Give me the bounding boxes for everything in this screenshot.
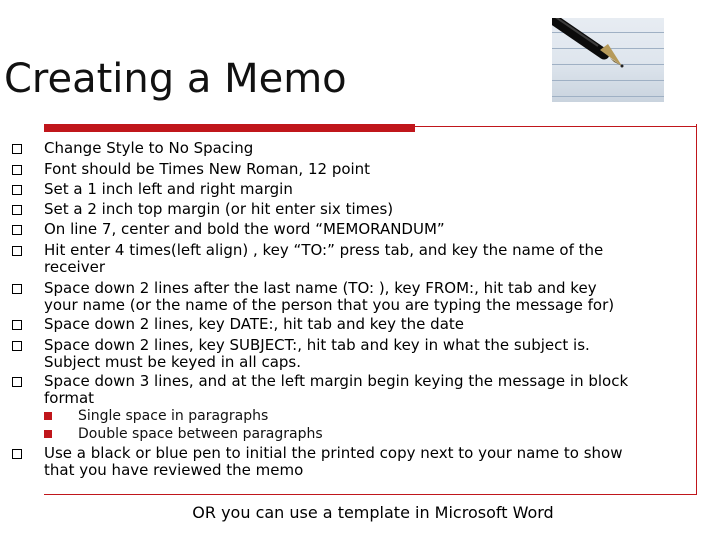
list-item: [44, 201, 714, 218]
sub-list-item: Single space in paragraphs: [78, 408, 269, 424]
list-item: [44, 280, 714, 314]
list-item-text: Subject must be keyed in all caps.: [44, 353, 301, 371]
list-item-text: format: [44, 389, 95, 407]
list-item-text: Space down 2 lines, key SUBJECT:, hit tab and key in what the subject is.: [44, 336, 590, 354]
list-item-text: receiver: [44, 258, 105, 276]
hollow-square-icon: [12, 205, 22, 215]
sub-list-item: Double space between paragraphs: [78, 426, 323, 442]
hollow-square-icon: [12, 185, 22, 195]
list-item: [44, 445, 714, 479]
list-item: [44, 242, 714, 276]
list-item-text: Set a 1 inch left and right margin: [44, 180, 293, 198]
hollow-square-icon: [12, 144, 22, 154]
list-item: [44, 373, 714, 407]
list-item-text: your name (or the name of the person that you are typing the message for): [44, 296, 615, 314]
hollow-square-icon: [12, 165, 22, 175]
list-item: [44, 221, 714, 238]
list-item-text: Space down 3 lines, and at the left margin begin keying the message in block: [44, 372, 629, 390]
hollow-square-icon: [12, 284, 22, 294]
hollow-square-icon: [12, 449, 22, 459]
list-item-text: Hit enter 4 times(left align) , key “TO:” press tab, and key the name of the: [44, 241, 604, 259]
hollow-square-icon: [12, 320, 22, 330]
slide-title: Creating a Memo: [4, 56, 347, 102]
filled-square-icon: [44, 412, 52, 420]
list-item-text: Change Style to No Spacing: [44, 139, 254, 157]
list-item-text: Font should be Times New Roman, 12 point: [44, 160, 371, 178]
footer-note: OR you can use a template in Microsoft Word: [192, 503, 554, 522]
list-item: [44, 181, 714, 198]
list-item: [44, 161, 714, 178]
list-item-text: that you have reviewed the memo: [44, 461, 304, 479]
filled-square-icon: [44, 430, 52, 438]
list-item-text: Space down 2 lines, key DATE:, hit tab and key the date: [44, 315, 464, 333]
list-item-text: Set a 2 inch top margin (or hit enter six times): [44, 200, 394, 218]
hollow-square-icon: [12, 225, 22, 235]
hollow-square-icon: [12, 246, 22, 256]
list-item-text: Use a black or blue pen to initial the printed copy next to your name to show: [44, 444, 623, 462]
list-item: [44, 337, 714, 371]
hollow-square-icon: [12, 377, 22, 387]
hollow-square-icon: [12, 341, 22, 351]
list-item: [44, 316, 714, 333]
list-item: [44, 140, 714, 157]
list-item-text: Space down 2 lines after the last name (TO: ), key FROM:, hit tab and key: [44, 279, 597, 297]
list-item-text: On line 7, center and bold the word “MEMORANDUM”: [44, 220, 445, 238]
